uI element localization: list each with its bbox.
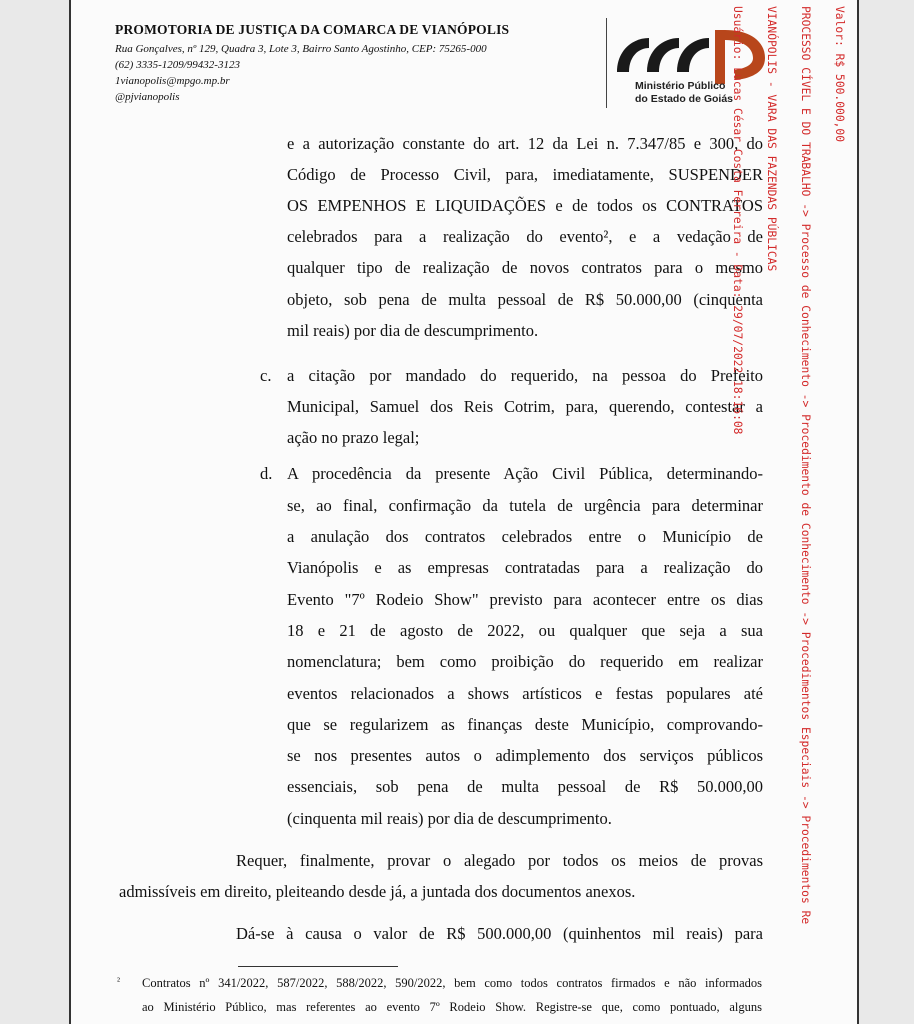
office-address: Rua Gonçalves, nº 129, Quadra 3, Lote 3, Bairro Santo Agostinho, CEP: 75265-000 [115, 43, 487, 55]
item-c-line: a citação por mandado do requerido, na pessoa do Prefeito [287, 366, 763, 385]
item-d-line: A procedência da presente Ação Civil Pública, determinando- [287, 464, 763, 483]
item-d-line: Vianópolis e as empresas contratadas para a realização do [287, 558, 763, 577]
valor-causa-line: Dá-se à causa o valor de R$ 500.000,00 (quinhentos mil reais) para [236, 924, 763, 943]
logo-text-line1: Ministério Público [635, 80, 726, 92]
para-b-line: celebrados para a realização do evento², e a vedação de [287, 227, 763, 246]
item-d-line: que se regularizem as finanças deste Município, comprovando- [287, 715, 763, 734]
requer-line: Requer, finalmente, provar o alegado por todos os meios de provas [236, 851, 763, 870]
item-d-line: (cinquenta mil reais) por dia de descumprimento. [287, 809, 612, 828]
item-d-marker: d. [260, 464, 273, 483]
para-b-line: mil reais) por dia de descumprimento. [287, 321, 539, 340]
requer-line: admissíveis em direito, pleiteando desde já, a juntada dos documentos anexos. [119, 882, 636, 901]
letterhead [115, 22, 575, 105]
item-d-line: nomenclatura; bem como proibição do requerido em realizar [287, 652, 763, 671]
office-name: PROMOTORIA DE JUSTIÇA DA COMARCA DE VIANÓPOLIS [115, 22, 510, 37]
electronic-filing-stamp [720, 6, 868, 924]
para-b-line: e a autorização constante do art. 12 da Lei n. 7.347/85 e 300, do [287, 134, 763, 153]
office-email: 1vianopolis@mpgo.mp.br [115, 75, 230, 87]
office-social: @pjvianopolis [115, 91, 180, 103]
item-c-marker: c. [260, 366, 272, 385]
para-b-line: Código de Processo Civil, para, imediatamente, SUSPENDER [287, 165, 763, 184]
item-c-line: Municipal, Samuel dos Reis Cotrim, para, querendo, contestar a [287, 397, 763, 416]
logo-text-line2: do Estado de Goiás [635, 93, 734, 105]
item-d-line: eventos relacionados a shows artísticos e festas populares até [287, 684, 763, 703]
para-b-line: objeto, sob pena de multa pessoal de R$ 50.000,00 (cinquenta [287, 290, 763, 309]
stamp-value-line: Valor: R$ 500.000,00 [833, 6, 847, 143]
item-c-line: ação no prazo legal; [287, 428, 420, 447]
item-d-line: a anulação dos contratos celebrados entre o Município de [287, 527, 763, 546]
item-d-line: se, ao final, confirmação da tutela de urgência para determinar [287, 496, 763, 515]
item-d-line: essenciais, sob pena de multa pessoal de R$ 50.000,00 [287, 777, 763, 796]
stamp-class-line: PROCESSO CÍVEL E DO TRABALHO -> Processo de Conhecimento -> Procedimento de Conhecimento -> Procedimentos Especiais -> Procedimentos Re [798, 6, 812, 925]
footnote-line: Contratos nº 341/2022, 587/2022, 588/2022, 590/2022, bem como todos contratos firmados e não informados [142, 976, 762, 990]
para-b-line: OS EMPENHOS E LIQUIDAÇÕES e de todos os CONTRATOS [287, 196, 763, 215]
office-phone: (62) 3335-1209/99432-3123 [115, 59, 240, 71]
stamp-user-date-line: Usuário: Lucas César Costa Ferreira - Data: 29/07/2022 18:16:08 [730, 6, 744, 435]
item-d-line: Evento "7º Rodeio Show" previsto para acontecer entre os dias [287, 590, 763, 609]
para-b-line: qualquer tipo de realização de novos contratos para o mesmo [287, 258, 763, 277]
item-d-line: 18 e 21 de agosto de 2022, ou qualquer que seja a sua [287, 621, 763, 640]
footnote-divider [238, 966, 398, 967]
stamp-court-line: VIANÓPOLIS - VARA DAS FAZENDAS PÚBLICAS [764, 6, 778, 272]
footnote-line: ao Ministério Público, mas referentes ao evento 7º Rodeio Show. Registre-se que, como pontuado, alguns [142, 1000, 762, 1014]
item-d-line: se nos presentes autos o adimplemento dos serviços públicos [287, 746, 763, 765]
footnote-marker: ² [117, 976, 120, 987]
